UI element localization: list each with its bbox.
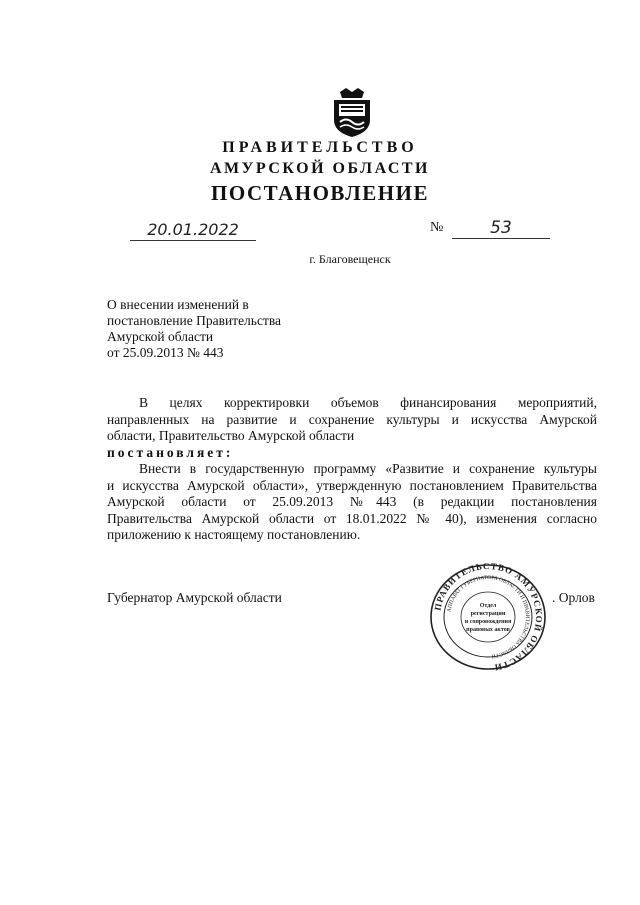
subject-line: О внесении изменений в [107, 297, 249, 312]
body-line: Амурской области от 25.09.2013 №443 (в редакции постановления [107, 494, 597, 509]
stamp-center-line: Отдел [479, 603, 497, 609]
city: г. Благовещенск [309, 252, 391, 266]
body-line: Внести в государственную программу «Развитие и сохранение культуры [139, 461, 597, 476]
org-title-line1: ПРАВИТЕЛЬСТВО [222, 139, 418, 156]
subject-block [107, 297, 281, 361]
stamp-outer-text: ПРАВИТЕЛЬСТВО АМУРСКОЙ ОБЛАСТИ [432, 562, 545, 672]
body-line: и искусства Амурской области», утвержденную постановлением Правительства [107, 477, 597, 493]
stamp-inner-text: АППАРАТ ГУБЕРНАТОРА ОБЛАСТИ И ПРАВИТЕЛЬСТВА ОБЛАСТИ [446, 574, 531, 659]
document-number: 53 [452, 218, 550, 239]
body-line: приложению к настоящему постановлению. [107, 527, 361, 542]
signatory-name: . Орлов [552, 590, 595, 605]
subject-line: Амурской области [107, 329, 214, 344]
stamp-center-line: регистрации [470, 611, 506, 617]
body-line: Правительства Амурской области от 18.01.2022 № 40), изменения согласно [107, 510, 597, 526]
preamble-line: направленных на развитие и сохранение культуры и искусства Амурской [107, 411, 597, 427]
preamble-line: области, Правительство Амурской области [107, 428, 355, 443]
body-text [107, 395, 597, 544]
signatory-title: Губернатор Амурской области [107, 590, 282, 605]
number-label: № [430, 220, 444, 235]
document-date: 20.01.2022 [130, 220, 256, 241]
document-type: ПОСТАНОВЛЕНИЕ [211, 181, 429, 205]
coat-of-arms-icon [330, 86, 374, 138]
stamp-center-line: и сопровождения [464, 619, 512, 625]
stamp-center-line: правовых актов [466, 627, 510, 633]
subject-line: постановление Правительства [107, 313, 282, 328]
preamble-line: В целях корректировки объемов финансирования мероприятий, [139, 395, 597, 410]
org-title-line2: АМУРСКОЙ ОБЛАСТИ [210, 160, 430, 177]
decree-word: постановляет: [107, 444, 234, 460]
subject-line: от 25.09.2013 № 443 [107, 345, 224, 360]
official-stamp [428, 562, 548, 672]
